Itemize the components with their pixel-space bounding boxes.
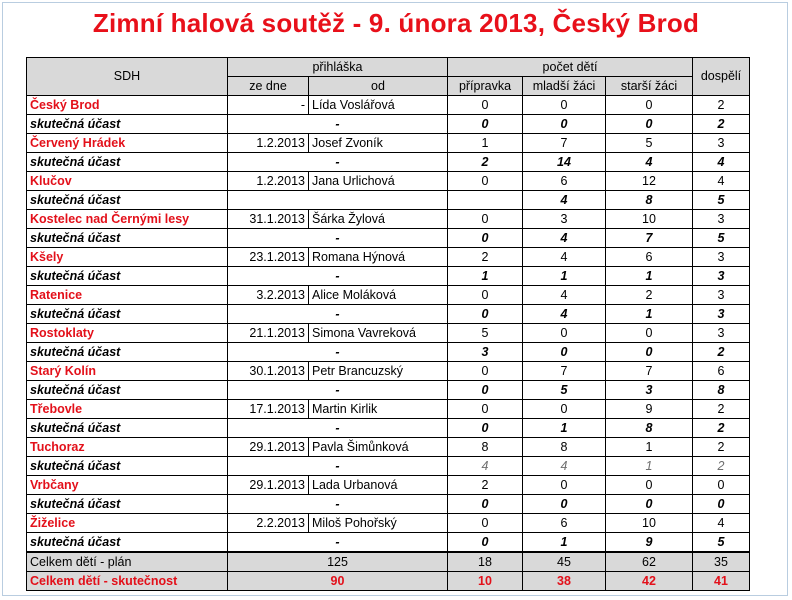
actual-pripravka: 2 [448, 153, 523, 172]
registered-by: Lída Voslářová [309, 96, 448, 115]
actual-starsi: 7 [606, 229, 693, 248]
actual-starsi: 8 [606, 191, 693, 210]
table-row [27, 134, 750, 153]
sdh-name: Červený Hrádek [27, 134, 228, 153]
actual-dospeli: 5 [693, 229, 750, 248]
actual-starsi: 8 [606, 419, 693, 438]
actual-starsi: 0 [606, 495, 693, 514]
count-dospeli: 3 [693, 324, 750, 343]
header-prihlaska: přihláška [228, 58, 448, 77]
participants-table [26, 57, 750, 591]
actual-dospeli: 2 [693, 343, 750, 362]
actual-mladsi: 14 [523, 153, 606, 172]
registered-by: Simona Vavreková [309, 324, 448, 343]
table-row [27, 96, 750, 115]
actual-pripravka: 0 [448, 495, 523, 514]
count-mladsi: 0 [523, 476, 606, 495]
actual-pripravka: 0 [448, 381, 523, 400]
actual-pripravka: 0 [448, 419, 523, 438]
actual-starsi: 0 [606, 115, 693, 134]
actual-mladsi: 1 [523, 533, 606, 553]
totals-plan-starsi: 62 [606, 552, 693, 572]
actual-dash: - [228, 533, 448, 553]
sdh-name: Rostoklaty [27, 324, 228, 343]
actual-dospeli: 2 [693, 419, 750, 438]
actual-dospeli: 5 [693, 191, 750, 210]
actual-label: skutečná účast [27, 267, 228, 286]
table-row [27, 286, 750, 305]
actual-dash: - [228, 229, 448, 248]
count-pripravka: 2 [448, 476, 523, 495]
table-row [27, 438, 750, 457]
registration-date: 29.1.2013 [228, 476, 309, 495]
count-starsi: 7 [606, 362, 693, 381]
header-mladsi: mladší žáci [523, 77, 606, 96]
actual-starsi: 0 [606, 343, 693, 362]
registration-date: 29.1.2013 [228, 438, 309, 457]
registration-date: 1.2.2013 [228, 134, 309, 153]
registered-by: Pavla Šimůnková [309, 438, 448, 457]
actual-mladsi: 4 [523, 457, 606, 476]
registration-date: 1.2.2013 [228, 172, 309, 191]
actual-mladsi: 0 [523, 115, 606, 134]
sdh-name: Kšely [27, 248, 228, 267]
actual-attendance-row [27, 191, 750, 210]
actual-pripravka: 0 [448, 115, 523, 134]
totals-plan-sum: 125 [228, 552, 448, 572]
header-pripravka: přípravka [448, 77, 523, 96]
totals-plan-pripravka: 18 [448, 552, 523, 572]
registration-date: 2.2.2013 [228, 514, 309, 533]
actual-label: skutečná účast [27, 495, 228, 514]
actual-dospeli: 2 [693, 115, 750, 134]
actual-pripravka: 1 [448, 267, 523, 286]
totals-actual-row [27, 572, 750, 591]
totals-actual-label: Celkem dětí - skutečnost [27, 572, 228, 591]
actual-label: skutečná účast [27, 191, 228, 210]
count-dospeli: 4 [693, 172, 750, 191]
totals-plan-mladsi: 45 [523, 552, 606, 572]
actual-dospeli: 4 [693, 153, 750, 172]
count-mladsi: 6 [523, 514, 606, 533]
actual-dash: - [228, 153, 448, 172]
actual-label: skutečná účast [27, 381, 228, 400]
count-starsi: 0 [606, 324, 693, 343]
count-pripravka: 0 [448, 172, 523, 191]
registered-by: Šárka Žylová [309, 210, 448, 229]
totals-actual-mladsi: 38 [523, 572, 606, 591]
count-dospeli: 3 [693, 134, 750, 153]
table-body [27, 96, 750, 553]
actual-label: skutečná účast [27, 419, 228, 438]
header-starsi: starší žáci [606, 77, 693, 96]
registration-date: 3.2.2013 [228, 286, 309, 305]
count-mladsi: 3 [523, 210, 606, 229]
count-pripravka: 2 [448, 248, 523, 267]
actual-attendance-row [27, 229, 750, 248]
header-ze-dne: ze dne [228, 77, 309, 96]
count-dospeli: 3 [693, 286, 750, 305]
actual-attendance-row [27, 343, 750, 362]
actual-dash: - [228, 381, 448, 400]
count-mladsi: 0 [523, 96, 606, 115]
actual-starsi: 1 [606, 457, 693, 476]
actual-dospeli: 8 [693, 381, 750, 400]
count-starsi: 0 [606, 476, 693, 495]
actual-attendance-row [27, 457, 750, 476]
sdh-name: Třebovle [27, 400, 228, 419]
actual-label: skutečná účast [27, 153, 228, 172]
actual-pripravka: 0 [448, 533, 523, 553]
count-pripravka: 0 [448, 362, 523, 381]
actual-dospeli: 3 [693, 267, 750, 286]
page-title: Zimní halová soutěž - 9. února 2013, Český Brod [92, 8, 700, 38]
registration-date: 17.1.2013 [228, 400, 309, 419]
registered-by: Martin Kirlik [309, 400, 448, 419]
count-starsi: 5 [606, 134, 693, 153]
actual-mladsi: 4 [523, 305, 606, 324]
count-dospeli: 2 [693, 438, 750, 457]
count-pripravka: 1 [448, 134, 523, 153]
actual-starsi: 4 [606, 153, 693, 172]
sdh-name: Žiželice [27, 514, 228, 533]
count-mladsi: 0 [523, 400, 606, 419]
header-dospeli: dospělí [693, 58, 750, 96]
actual-dospeli: 0 [693, 495, 750, 514]
table-row [27, 362, 750, 381]
actual-label: skutečná účast [27, 457, 228, 476]
registration-date: - [228, 96, 309, 115]
count-pripravka: 0 [448, 286, 523, 305]
table-row [27, 210, 750, 229]
actual-attendance-row [27, 495, 750, 514]
registered-by: Romana Hýnová [309, 248, 448, 267]
count-mladsi: 4 [523, 286, 606, 305]
actual-dash: - [228, 419, 448, 438]
actual-label: skutečná účast [27, 305, 228, 324]
count-starsi: 0 [606, 96, 693, 115]
count-mladsi: 7 [523, 134, 606, 153]
count-mladsi: 0 [523, 324, 606, 343]
actual-pripravka: 0 [448, 229, 523, 248]
count-starsi: 10 [606, 210, 693, 229]
count-dospeli: 3 [693, 248, 750, 267]
totals-plan-row [27, 552, 750, 572]
actual-dospeli: 3 [693, 305, 750, 324]
registration-date: 31.1.2013 [228, 210, 309, 229]
registered-by: Alice Moláková [309, 286, 448, 305]
actual-label: skutečná účast [27, 533, 228, 553]
sdh-name: Starý Kolín [27, 362, 228, 381]
sdh-name: Ratenice [27, 286, 228, 305]
count-pripravka: 8 [448, 438, 523, 457]
totals-actual-sum: 90 [228, 572, 448, 591]
actual-dash: - [228, 305, 448, 324]
header-pocet-deti: počet dětí [448, 58, 693, 77]
registered-by: Petr Brancuzský [309, 362, 448, 381]
actual-pripravka [448, 191, 523, 210]
actual-starsi: 3 [606, 381, 693, 400]
actual-dospeli: 2 [693, 457, 750, 476]
actual-dash: - [228, 115, 448, 134]
header-sdh: SDH [27, 58, 228, 96]
actual-dospeli: 5 [693, 533, 750, 553]
registered-by: Miloš Pohořský [309, 514, 448, 533]
sdh-name: Český Brod [27, 96, 228, 115]
count-pripravka: 0 [448, 514, 523, 533]
registered-by: Jana Urlichová [309, 172, 448, 191]
count-mladsi: 8 [523, 438, 606, 457]
count-starsi: 12 [606, 172, 693, 191]
totals-actual-dospeli: 41 [693, 572, 750, 591]
actual-mladsi: 4 [523, 229, 606, 248]
actual-attendance-row [27, 305, 750, 324]
count-dospeli: 3 [693, 210, 750, 229]
actual-starsi: 1 [606, 305, 693, 324]
count-starsi: 2 [606, 286, 693, 305]
actual-starsi: 1 [606, 267, 693, 286]
sdh-name: Tuchoraz [27, 438, 228, 457]
count-starsi: 9 [606, 400, 693, 419]
registration-date: 23.1.2013 [228, 248, 309, 267]
count-pripravka: 0 [448, 210, 523, 229]
actual-mladsi: 4 [523, 191, 606, 210]
actual-dash [228, 191, 448, 210]
count-mladsi: 7 [523, 362, 606, 381]
sdh-name: Vrbčany [27, 476, 228, 495]
actual-starsi: 9 [606, 533, 693, 553]
count-starsi: 10 [606, 514, 693, 533]
actual-attendance-row [27, 419, 750, 438]
count-pripravka: 5 [448, 324, 523, 343]
actual-pripravka: 3 [448, 343, 523, 362]
actual-attendance-row [27, 381, 750, 400]
table-row [27, 324, 750, 343]
count-pripravka: 0 [448, 400, 523, 419]
actual-pripravka: 0 [448, 305, 523, 324]
actual-attendance-row [27, 267, 750, 286]
actual-mladsi: 5 [523, 381, 606, 400]
actual-attendance-row [27, 533, 750, 553]
table-row [27, 514, 750, 533]
registration-date: 30.1.2013 [228, 362, 309, 381]
count-dospeli: 6 [693, 362, 750, 381]
count-starsi: 6 [606, 248, 693, 267]
actual-mladsi: 0 [523, 343, 606, 362]
actual-mladsi: 1 [523, 419, 606, 438]
actual-dash: - [228, 457, 448, 476]
count-pripravka: 0 [448, 96, 523, 115]
table-row [27, 476, 750, 495]
count-dospeli: 4 [693, 514, 750, 533]
registration-date: 21.1.2013 [228, 324, 309, 343]
totals-plan-dospeli: 35 [693, 552, 750, 572]
actual-mladsi: 1 [523, 267, 606, 286]
table-row [27, 248, 750, 267]
count-dospeli: 0 [693, 476, 750, 495]
table-row [27, 400, 750, 419]
table-row [27, 172, 750, 191]
totals-plan-label: Celkem dětí - plán [27, 552, 228, 572]
sdh-name: Klučov [27, 172, 228, 191]
header-od: od [309, 77, 448, 96]
count-starsi: 1 [606, 438, 693, 457]
actual-label: skutečná účast [27, 343, 228, 362]
actual-attendance-row [27, 153, 750, 172]
actual-label: skutečná účast [27, 229, 228, 248]
count-mladsi: 4 [523, 248, 606, 267]
actual-attendance-row [27, 115, 750, 134]
registered-by: Josef Zvoník [309, 134, 448, 153]
totals-actual-starsi: 42 [606, 572, 693, 591]
totals-actual-pripravka: 10 [448, 572, 523, 591]
actual-dash: - [228, 495, 448, 514]
actual-dash: - [228, 343, 448, 362]
actual-dash: - [228, 267, 448, 286]
count-dospeli: 2 [693, 400, 750, 419]
count-dospeli: 2 [693, 96, 750, 115]
actual-label: skutečná účast [27, 115, 228, 134]
actual-pripravka: 4 [448, 457, 523, 476]
actual-mladsi: 0 [523, 495, 606, 514]
registered-by: Lada Urbanová [309, 476, 448, 495]
sdh-name: Kostelec nad Černými lesy [27, 210, 228, 229]
count-mladsi: 6 [523, 172, 606, 191]
